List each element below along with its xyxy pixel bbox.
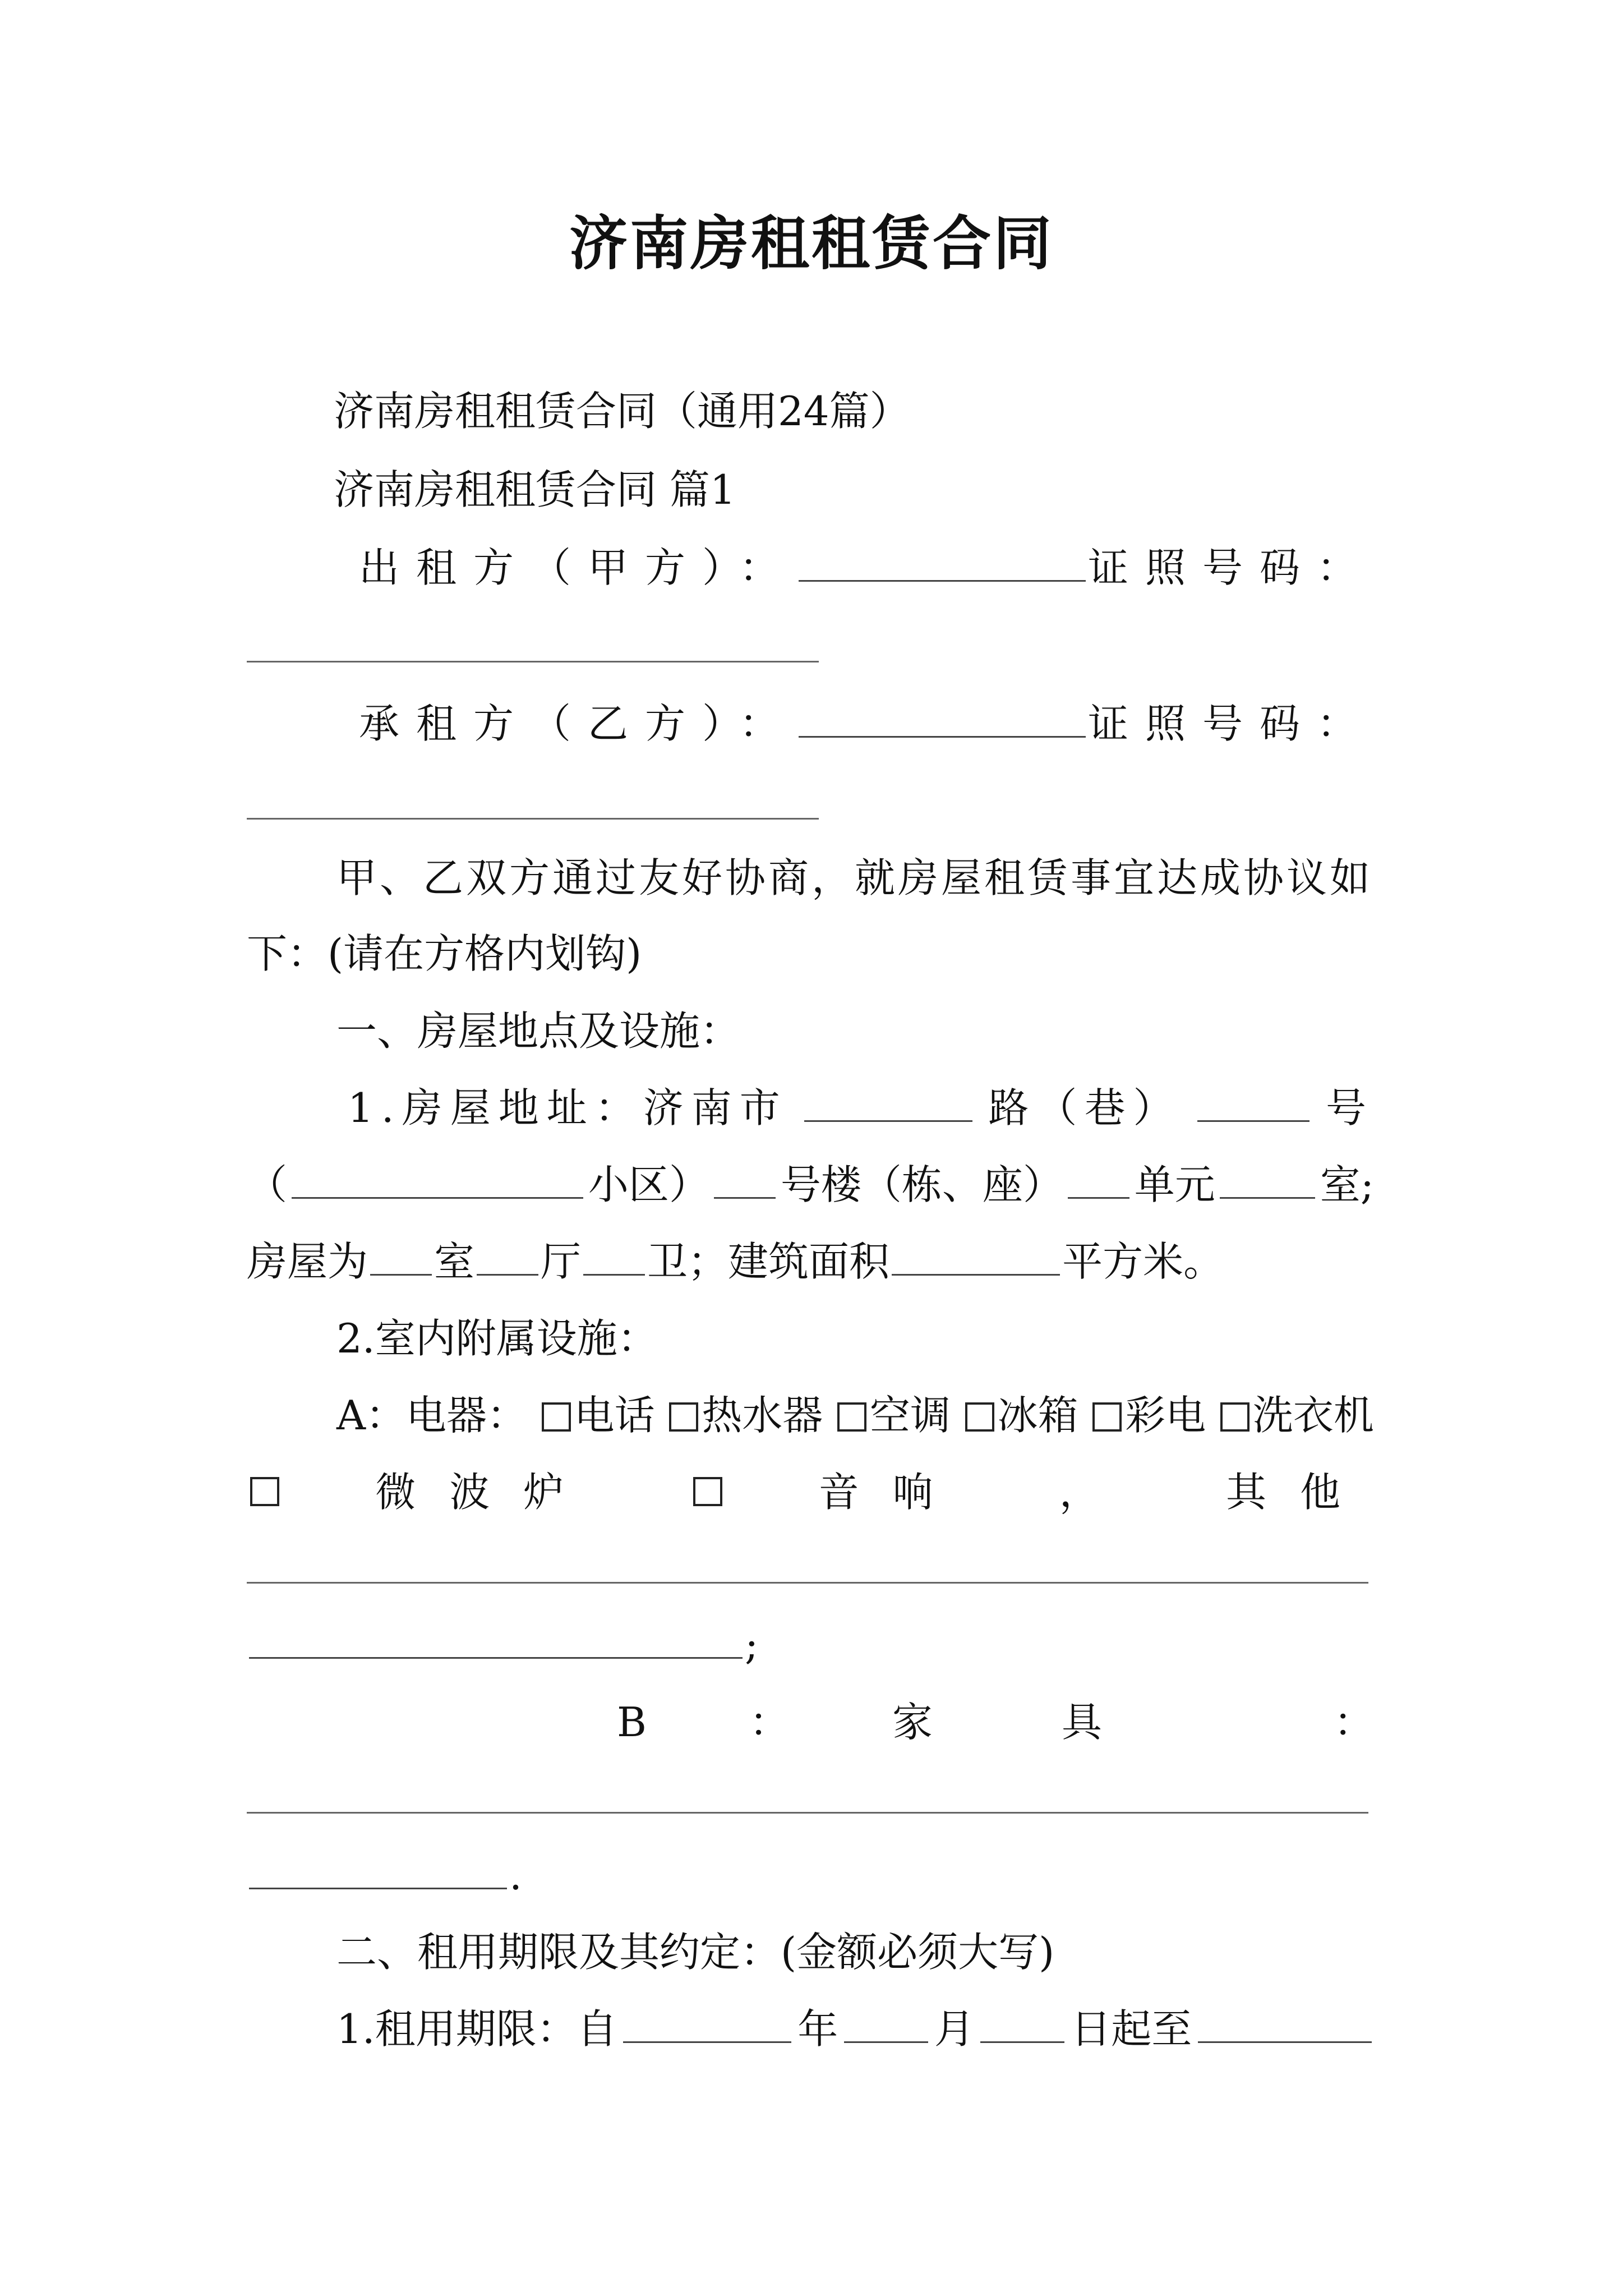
- facilities-heading: 2.室内附属设施：: [336, 1315, 658, 1362]
- building-label: 号楼（栋、座）: [780, 1161, 1063, 1208]
- appliance-ac: 空调: [834, 1387, 951, 1443]
- layout-label: 房屋为: [247, 1238, 368, 1285]
- area-label: 卫；建筑面积: [647, 1238, 890, 1285]
- lessee-line: [359, 696, 1374, 752]
- section1-heading: 一、房屋地点及设施：: [336, 1007, 741, 1055]
- appliances-other-blank-2: [249, 1622, 743, 1659]
- stereo-checkbox[interactable]: [693, 1477, 722, 1506]
- water-heater-checkbox[interactable]: [669, 1402, 698, 1432]
- room-label: 室;: [1320, 1161, 1374, 1208]
- community-blank: [292, 1162, 583, 1199]
- lessee-name-blank: [799, 701, 1086, 738]
- living-room-label: 厅: [541, 1238, 582, 1285]
- year-label: 年: [797, 2005, 838, 2053]
- start-month-blank: [844, 2007, 928, 2043]
- appliance-phone: 电话: [538, 1387, 655, 1443]
- start-year-blank: [623, 2007, 791, 2043]
- part-heading: 济南房租租赁合同 篇1: [334, 466, 736, 513]
- address-line-1: [348, 1080, 1374, 1136]
- microwave-checkbox[interactable]: [250, 1477, 279, 1506]
- appliance-water-heater: 热水器: [666, 1387, 823, 1443]
- furniture-line-2: [247, 1847, 522, 1903]
- stereo-label: 音响: [818, 1469, 967, 1516]
- comma: ，: [1059, 1469, 1133, 1516]
- document-subtitle: 济南房租租赁合同（通用24篇）: [334, 388, 910, 435]
- unit-label: 单元: [1134, 1161, 1215, 1208]
- community-label: 小区）: [588, 1161, 709, 1208]
- appliance-fridge: 冰箱: [962, 1387, 1078, 1443]
- furniture-colon-1: ：: [749, 1699, 790, 1746]
- road-blank: [804, 1085, 972, 1122]
- intro-line-1: 甲、乙双方通过友好协商，就房屋租赁事宜达成协议如: [336, 854, 1373, 901]
- furniture-label: 家具: [892, 1699, 1231, 1746]
- area-unit-label: 平方米。: [1062, 1238, 1224, 1285]
- semicolon: ;: [745, 1621, 759, 1668]
- month-label: 月: [934, 2005, 975, 2053]
- furniture-line: [617, 1694, 1374, 1750]
- building-blank: [714, 1162, 776, 1199]
- furniture-colon-2: ：: [1333, 1699, 1374, 1746]
- washer-checkbox[interactable]: [1220, 1402, 1249, 1432]
- appliances-other-line-2: [247, 1617, 758, 1673]
- day-to-label: 日起至: [1071, 2005, 1192, 2053]
- lessor-line: [359, 540, 1374, 596]
- lessor-id-blank: [247, 661, 819, 662]
- other-label: 其他: [1225, 1469, 1374, 1516]
- unit-blank: [1068, 1162, 1129, 1199]
- paren-open: （: [247, 1161, 288, 1208]
- bedroom-blank: [370, 1239, 432, 1276]
- area-blank: [892, 1239, 1060, 1276]
- end-year-blank: [1198, 2007, 1372, 2043]
- furniture-label-b: B: [617, 1699, 647, 1746]
- period: .: [509, 1852, 522, 1899]
- bathroom-blank: [583, 1239, 645, 1276]
- appliances-other-blank-1: [247, 1582, 1368, 1584]
- appliances-line-2: [247, 1464, 1374, 1520]
- address-line-2: [247, 1157, 1374, 1213]
- lessor-name-blank: [799, 545, 1086, 582]
- address-city-label: 1.房屋地址：济南市: [348, 1084, 788, 1131]
- microwave-label: 微波炉: [375, 1469, 598, 1516]
- bedroom-label: 室: [434, 1238, 475, 1285]
- term-from-label: 1.租用期限：自: [336, 2005, 617, 2053]
- tv-checkbox[interactable]: [1092, 1402, 1122, 1432]
- intro-line-2: 下：(请在方格内划钩): [247, 930, 642, 977]
- appliance-tv: 彩电: [1089, 1387, 1206, 1443]
- section2-heading: 二、租用期限及其约定：(金额必须大写): [336, 1929, 1055, 1976]
- phone-checkbox[interactable]: [542, 1402, 571, 1432]
- air-conditioner-checkbox[interactable]: [837, 1402, 866, 1432]
- lessee-label: 承租方（乙方）：: [359, 700, 797, 747]
- number-blank: [1197, 1085, 1310, 1122]
- start-day-blank: [980, 2007, 1064, 2043]
- lessee-id-blank: [247, 818, 819, 820]
- lessor-id-label: 证照号码：: [1087, 544, 1374, 591]
- fridge-checkbox[interactable]: [965, 1402, 994, 1432]
- furniture-blank-1: [247, 1812, 1368, 1814]
- lessor-label: 出租方（甲方）：: [359, 544, 797, 591]
- address-number-label: 号: [1325, 1084, 1374, 1131]
- room-blank: [1220, 1162, 1315, 1199]
- address-line-3: [247, 1234, 1224, 1290]
- document-title: 济南房租租赁合同: [569, 209, 1054, 278]
- appliances-line-1: [336, 1387, 1374, 1443]
- term-line: [336, 2001, 1374, 2057]
- address-road-label: 路（巷）: [988, 1084, 1182, 1131]
- living-room-blank: [477, 1239, 538, 1276]
- furniture-blank-2: [249, 1853, 507, 1889]
- lessee-id-label: 证照号码：: [1087, 700, 1374, 747]
- appliances-label: A：电器：: [336, 1392, 527, 1439]
- appliance-washer: 洗衣机: [1217, 1387, 1374, 1443]
